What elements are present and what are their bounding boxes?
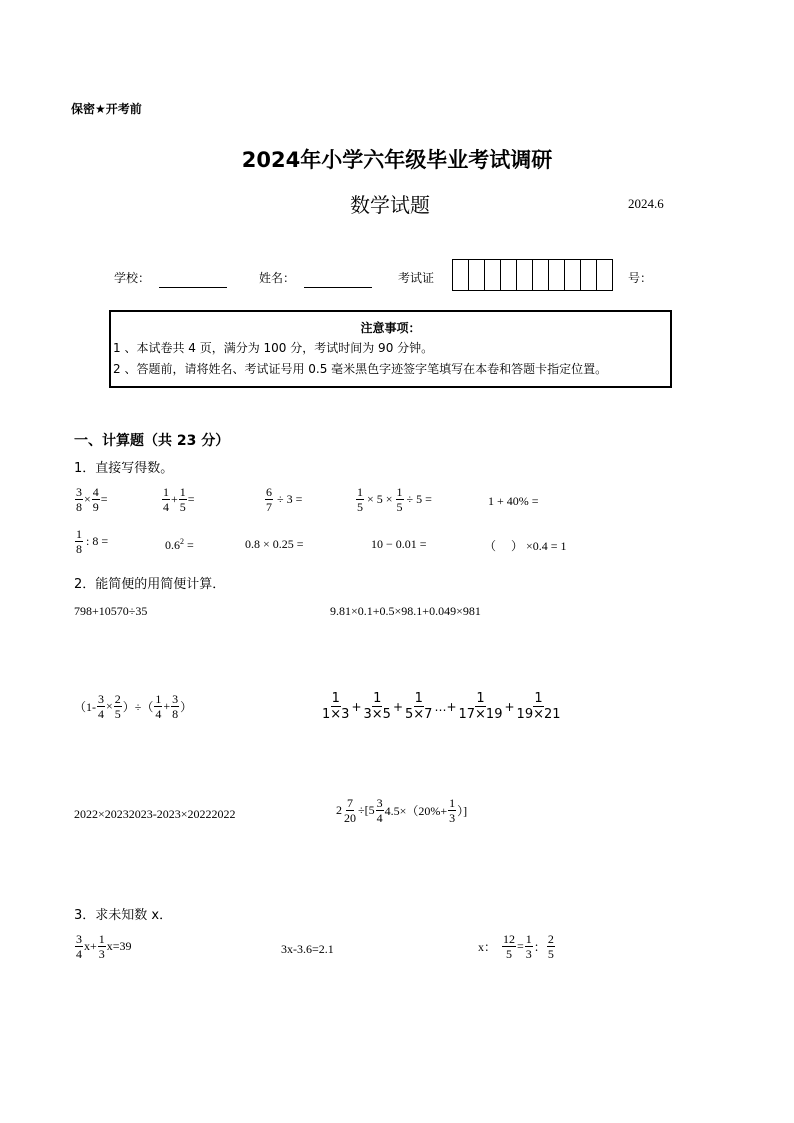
exam-id-suffix: 号： xyxy=(628,271,653,285)
notice-title: 注意事项： xyxy=(360,321,421,335)
oral-calc-3: $\frac{6}{7}$ ÷ 3 = xyxy=(266,485,303,514)
oral-calc-6: $\frac{1}{8}$ : 8 = xyxy=(76,527,109,556)
name-label: 姓名： xyxy=(259,271,296,285)
simplify-expr-5: 2022×20232023-2023×20222022 xyxy=(74,807,236,821)
oral-calc-10: （ ） ×0.4 = 1 xyxy=(484,539,567,553)
confidential-mark: 保密★开考前 xyxy=(71,102,142,116)
question-3-label: 3．求未知数 x． xyxy=(74,908,173,923)
equation-1: $\frac{3}{4}$ x+ $\frac{1}{3}$ x=39 xyxy=(76,932,132,961)
exam-title: 2024年小学六年级毕业考试调研 xyxy=(241,148,553,172)
notice-box xyxy=(109,310,672,388)
exam-subtitle: 数学试题 xyxy=(350,193,430,217)
question-2-label: 2．能简便的用简便计算． xyxy=(74,577,226,592)
equation-3: x： $\frac{12}{5}$ = $\frac{1}{3}$ ： $\frac{2}{5}$ xyxy=(478,932,554,961)
name-field[interactable] xyxy=(304,273,372,292)
simplify-expr-6: 2 $\frac{7}{20}$ ÷[5 $\frac{3}{4}$ 4.5×（20%+ $\frac{1}{3}$ ）] xyxy=(336,796,468,825)
oral-calc-1: $\frac{3}{8}$ × $\frac{4}{9}$ = xyxy=(76,485,108,514)
school-field[interactable] xyxy=(159,273,227,292)
oral-calc-5: 1 + 40% = xyxy=(488,494,539,508)
notice-item-2: 2 、答题前，请将姓名、考试证号用 0.5 毫米黑色字迹签字笔填写在本卷和答题卡指定位置。 xyxy=(113,362,608,376)
school-label: 学校： xyxy=(114,271,151,285)
simplify-expr-2: 9.81×0.1+0.5×98.1+0.049×981 xyxy=(330,604,481,618)
oral-calc-2: $\frac{1}{4}$ + $\frac{1}{5}$ = xyxy=(163,485,195,514)
question-1-label: 1．直接写得数。 xyxy=(74,461,174,476)
exam-id-boxes[interactable] xyxy=(452,259,613,291)
oral-calc-4: $\frac{1}{5}$ × 5 × $\frac{1}{5}$ ÷ 5 = xyxy=(357,485,432,514)
exam-id-label: 考试证 xyxy=(398,271,435,285)
oral-calc-7: $0.6^2$ = xyxy=(165,537,194,552)
simplify-expr-1: 798+10570÷35 xyxy=(74,604,148,618)
oral-calc-9: 10 − 0.01 = xyxy=(371,537,427,551)
oral-calc-8: 0.8 × 0.25 = xyxy=(245,537,304,551)
section-heading: 一、计算题（共 23 分） xyxy=(74,433,230,449)
simplify-expr-3: （1- $\frac{3}{4}$ × $\frac{2}{5}$ ）÷（ $\frac{1}{4}$ + $\frac{3}{8}$ ） xyxy=(74,692,193,721)
equation-2: 3x-3.6=2.1 xyxy=(281,942,334,956)
notice-item-1: 1 、本试卷共 4 页，满分为 100 分，考试时间为 90 分钟。 xyxy=(113,341,434,355)
simplify-expr-4: $\frac{1}{1\times 3}$ + $\frac{1}{3\times 5}$ + $\frac{1}{5\times 7}$ …+ $\frac{1}{17\times 19}$ + $\frac{1}{19\times 21}$ xyxy=(322,691,561,722)
exam-date: 2024.6 xyxy=(628,196,664,211)
